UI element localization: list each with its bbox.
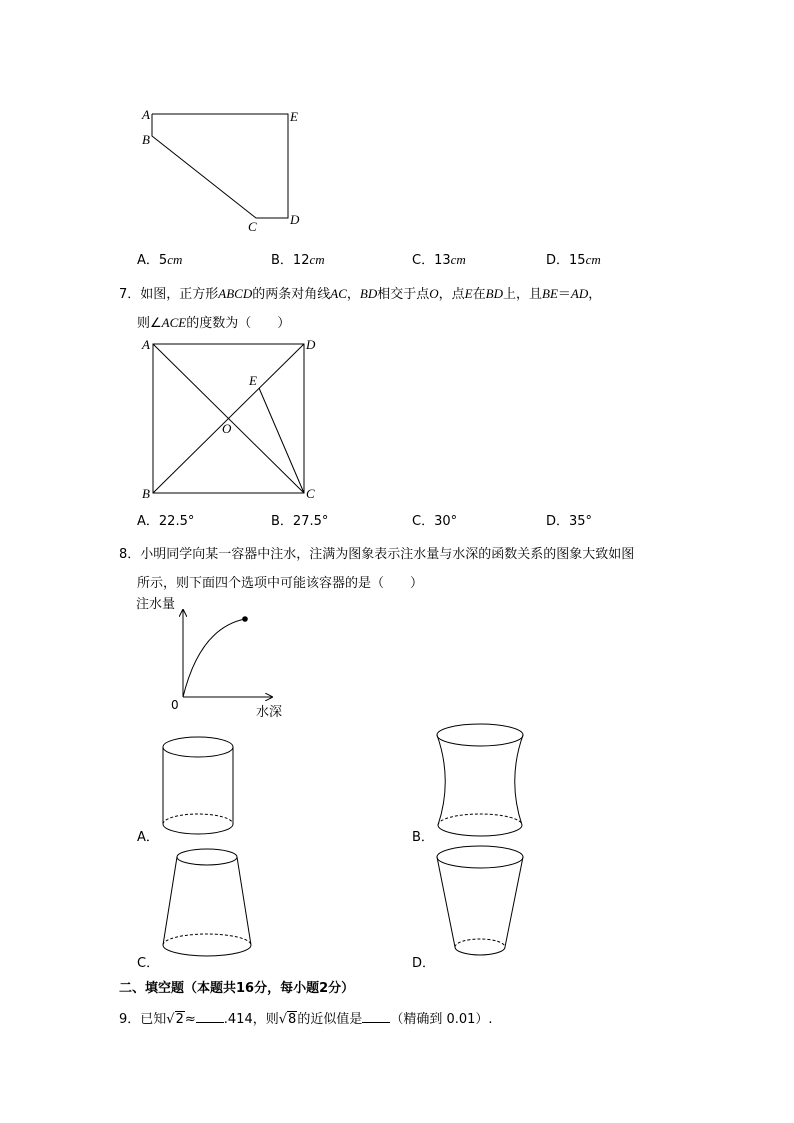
q7-option-d[interactable]: [546, 510, 592, 529]
q8-option-d[interactable]: D．: [412, 956, 436, 971]
q7-text: ＝: [557, 287, 571, 302]
q7-text: 上，且: [502, 287, 542, 302]
q6-option-c[interactable]: [412, 249, 466, 268]
container-bottom-front: [163, 945, 251, 956]
option-unit: cm: [585, 252, 601, 267]
q7-math: ABCD: [218, 286, 253, 301]
q7-label-b: B: [142, 486, 150, 501]
q9-question: [119, 1008, 493, 1027]
option-unit: cm: [309, 252, 325, 267]
container-top-rim: [437, 724, 523, 746]
q7-math: BD: [359, 286, 378, 301]
q7-label-d: D: [306, 337, 316, 352]
q9-text: .414，则: [223, 1012, 279, 1027]
answer-blank-2[interactable]: [362, 1010, 390, 1023]
q8-text: 小明同学向某一容器中注水，注满为图象表示注水量与水深的函数关系的图象大致如图: [140, 547, 635, 562]
q8-question-line2: [137, 572, 423, 591]
q7-figure: [135, 335, 325, 505]
q8-option-c[interactable]: C．: [137, 956, 160, 971]
answer-blank-1[interactable]: [196, 1010, 224, 1023]
section-heading: 二、填空题（本题共16分，每小题2分）: [119, 981, 355, 996]
option-unit: cm: [450, 252, 466, 267]
q7-text: 如图，正方形: [140, 287, 219, 302]
option-value: 27.5°: [292, 514, 329, 529]
container-side: [505, 857, 523, 947]
q6-option-b[interactable]: [271, 249, 325, 268]
q7-option-b[interactable]: [271, 510, 328, 529]
q6-label-d: D: [290, 212, 300, 227]
container-side: [237, 857, 251, 945]
q7-math: AD: [570, 286, 589, 301]
option-letter: B．: [271, 253, 293, 268]
q9-text: （精确到 0.01）.: [390, 1012, 493, 1027]
q8-origin: 0: [171, 698, 179, 712]
q9-number: 9．: [119, 1012, 141, 1027]
option-letter: D．: [546, 253, 570, 268]
q6-figure: [130, 100, 320, 240]
q9-text: 已知: [140, 1012, 167, 1027]
q7-math: O: [429, 286, 439, 301]
q8-curve-endpoint: [242, 616, 248, 622]
q7-text: 在: [472, 287, 486, 302]
q9-text: ≈: [184, 1012, 196, 1027]
container-bottom-front: [438, 825, 522, 836]
sqrt-symbol: √8: [278, 1012, 297, 1027]
q9-text: 的近似值是: [297, 1012, 363, 1027]
q7-math: E: [464, 286, 473, 301]
q8-xlabel: 水深: [256, 705, 283, 720]
option-value: 35°: [569, 514, 593, 529]
q8-text: 所示，则下面四个选项中可能该容器的是（ ）: [137, 576, 424, 591]
q6-label-a: A: [142, 107, 150, 122]
container-bottom-back: [163, 934, 251, 945]
option-letter: A．: [137, 253, 159, 268]
q6-label-b: B: [142, 132, 150, 147]
container-bottom-back: [438, 814, 522, 825]
option-value: 30°: [434, 514, 458, 529]
q7-option-a[interactable]: [137, 510, 194, 529]
q7-text: 的两条对角线: [252, 287, 331, 302]
q8-graph: [130, 592, 300, 722]
q7-label-a: A: [142, 337, 150, 352]
q7-text: 则∠: [137, 316, 162, 331]
q7-math: AC: [330, 286, 347, 301]
q7-question-line1: [119, 283, 601, 302]
q7-math: BE: [542, 286, 558, 301]
option-value: 13: [434, 253, 451, 268]
q7-option-c[interactable]: [412, 510, 457, 529]
container-top-rim: [163, 737, 233, 757]
q8-container-a[interactable]: [158, 732, 240, 840]
option-value: 5: [158, 253, 168, 268]
q8-container-b[interactable]: [433, 720, 528, 842]
sqrt-symbol: √2: [166, 1012, 184, 1027]
q8-option-b[interactable]: B．: [412, 830, 434, 845]
container-side: [437, 857, 455, 947]
q7-text: ，: [588, 287, 602, 302]
option-letter: D．: [546, 514, 570, 529]
q6-label-e: E: [290, 109, 298, 124]
q8-container-d[interactable]: [433, 842, 528, 966]
q8-curve: [183, 619, 245, 697]
q6-polygon: [152, 114, 288, 218]
container-top-rim: [177, 849, 237, 865]
q8-option-a[interactable]: A．: [137, 830, 159, 845]
q6-option-d[interactable]: [546, 249, 601, 268]
q6-option-a[interactable]: [137, 249, 182, 268]
container-bottom-front: [455, 947, 505, 955]
q7-math: ACE: [161, 315, 187, 330]
radicand: 8: [288, 1012, 297, 1027]
option-value: 15: [569, 253, 586, 268]
q7-math: BD: [485, 286, 503, 301]
option-unit: cm: [167, 252, 183, 267]
option-value: 22.5°: [158, 514, 195, 529]
q8-ylabel: 注水量: [136, 597, 176, 612]
container-bottom-back: [455, 939, 505, 947]
q7-label-e: E: [249, 373, 257, 388]
option-letter: B．: [271, 514, 293, 529]
container-bottom-front: [163, 824, 233, 834]
q7-text: ，: [346, 287, 360, 302]
container-bottom-back: [163, 814, 233, 824]
q7-text: ，点: [438, 287, 465, 302]
container-side: [515, 735, 523, 825]
q7-label-c: C: [306, 486, 315, 501]
q7-question-line2: [137, 312, 290, 331]
q8-number: 8．: [119, 547, 141, 562]
q6-label-c: C: [248, 219, 257, 234]
q7-text: 的度数为（ ）: [186, 316, 291, 331]
option-letter: C．: [412, 253, 435, 268]
container-side: [163, 857, 177, 945]
q7-text: 相交于点: [377, 287, 430, 302]
q7-number: 7．: [119, 287, 141, 302]
q8-question-line1: [119, 543, 634, 562]
option-value: 12: [292, 253, 310, 268]
q7-label-o: O: [222, 421, 232, 436]
option-letter: A．: [137, 514, 159, 529]
container-side: [437, 735, 445, 825]
option-letter: C．: [412, 514, 435, 529]
q8-container-c[interactable]: [158, 845, 256, 963]
q7-segment-ec: [259, 388, 304, 493]
radicand: 2: [175, 1012, 184, 1027]
container-top-rim: [437, 846, 523, 868]
